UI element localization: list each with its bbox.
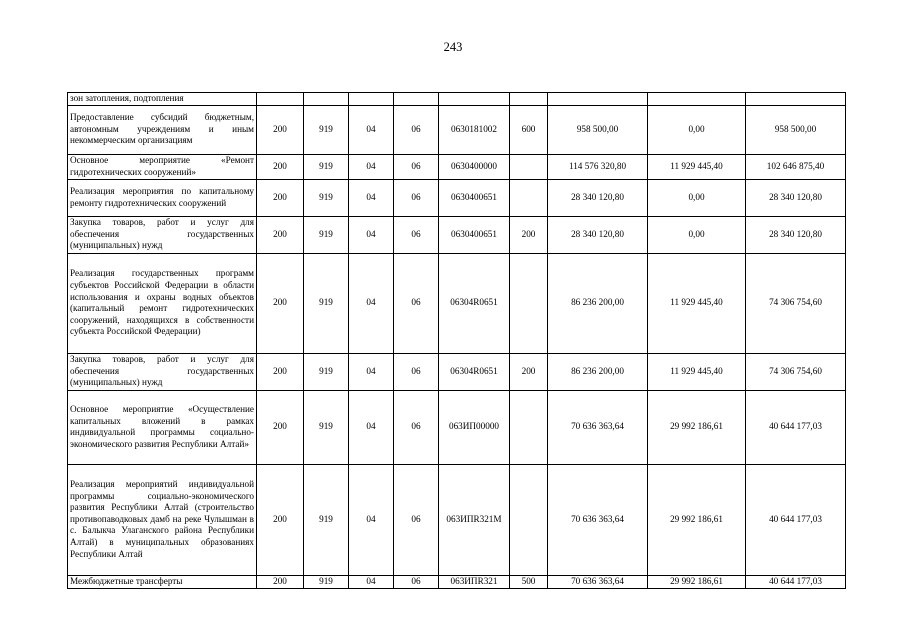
amount-federal: 29 992 186,61 [648,575,746,588]
code-subsection: 06 [394,353,439,390]
code-ministry: 919 [304,216,349,253]
code-admin: 200 [257,105,304,154]
row-name: Реализация мероприятий индивидуальной программы социально-экономического развития Республики Алтай (строительство противопаводковых дамб на реке Чулышман в с. Балыкча Улаганского района Республики Алтай) в муниципальных образованиях Республики Алтай [68,464,257,575]
table-body [68,93,846,589]
code-section: 04 [349,216,394,253]
code-subsection: 06 [394,216,439,253]
code-subsection: 06 [394,464,439,575]
code-ministry [304,93,349,106]
table-row [68,216,846,253]
amount-regional: 958 500,00 [746,105,846,154]
code-subsection: 06 [394,575,439,588]
code-expense-type: 600 [510,105,548,154]
code-section: 04 [349,105,394,154]
code-ministry: 919 [304,105,349,154]
row-name: Реализация мероприятия по капитальному ремонту гидротехнических сооружений [68,179,257,216]
code-expense-type [510,253,548,353]
code-target: 063ИП00000 [439,390,510,464]
amount-regional: 74 306 754,60 [746,353,846,390]
code-admin: 200 [257,216,304,253]
code-section: 04 [349,154,394,179]
amount-federal: 29 992 186,61 [648,390,746,464]
table-row [68,353,846,390]
code-expense-type [510,93,548,106]
code-target [439,93,510,106]
code-section: 04 [349,390,394,464]
amount-federal: 11 929 445,40 [648,154,746,179]
code-admin: 200 [257,390,304,464]
code-subsection: 06 [394,253,439,353]
code-ministry: 919 [304,154,349,179]
code-ministry: 919 [304,464,349,575]
code-ministry: 919 [304,390,349,464]
amount-total: 86 236 200,00 [548,353,648,390]
code-ministry: 919 [304,353,349,390]
code-target: 0630400651 [439,179,510,216]
code-expense-type: 200 [510,353,548,390]
page-number: 243 [443,40,463,54]
amount-federal: 0,00 [648,105,746,154]
code-admin: 200 [257,464,304,575]
amount-federal: 11 929 445,40 [648,253,746,353]
row-name: Предоставление субсидий бюджетным, автономным учреждениям и иным некоммерческим организациям [68,105,257,154]
code-target: 06304R0651 [439,253,510,353]
table-row [68,253,846,353]
code-target: 063ИПR321 [439,575,510,588]
amount-total: 28 340 120,80 [548,216,648,253]
code-section: 04 [349,464,394,575]
amount-total: 70 636 363,64 [548,390,648,464]
amount-regional: 28 340 120,80 [746,216,846,253]
amount-regional: 28 340 120,80 [746,179,846,216]
amount-federal [648,93,746,106]
code-admin: 200 [257,179,304,216]
table-row [68,179,846,216]
table-row [68,93,846,106]
row-name: Реализация государственных программ субъектов Российской Федерации в области использования и охраны водных объектов (капитальный ремонт гидротехнических сооружений, находящихся в собственности субъекта Российской Федерации) [68,253,257,353]
row-name: Основное мероприятие «Ремонт гидротехнических сооружений» [68,154,257,179]
code-subsection: 06 [394,105,439,154]
code-section: 04 [349,179,394,216]
table-row [68,575,846,588]
code-ministry: 919 [304,253,349,353]
code-target: 06304R0651 [439,353,510,390]
code-target: 0630400000 [439,154,510,179]
row-name: Закупка товаров, работ и услуг для обеспечения государственных (муниципальных) нужд [68,353,257,390]
code-expense-type [510,179,548,216]
amount-federal: 0,00 [648,179,746,216]
code-admin: 200 [257,575,304,588]
code-admin: 200 [257,353,304,390]
code-admin [257,93,304,106]
amount-federal: 29 992 186,61 [648,464,746,575]
amount-regional: 102 646 875,40 [746,154,846,179]
amount-total: 86 236 200,00 [548,253,648,353]
code-expense-type: 200 [510,216,548,253]
code-expense-type: 500 [510,575,548,588]
table-row [68,390,846,464]
row-name: Основное мероприятие «Осуществление капитальных вложений в рамках индивидуальной программы социально-экономического развития Республики Алтай» [68,390,257,464]
amount-total: 70 636 363,64 [548,575,648,588]
code-admin: 200 [257,253,304,353]
code-admin: 200 [257,154,304,179]
amount-total: 28 340 120,80 [548,179,648,216]
amount-federal: 11 929 445,40 [648,353,746,390]
code-ministry: 919 [304,575,349,588]
code-subsection: 06 [394,179,439,216]
amount-regional: 40 644 177,03 [746,390,846,464]
table-row [68,154,846,179]
code-target: 0630400651 [439,216,510,253]
code-expense-type [510,464,548,575]
code-expense-type [510,390,548,464]
code-subsection: 06 [394,154,439,179]
code-section: 04 [349,575,394,588]
amount-total: 70 636 363,64 [548,464,648,575]
code-section: 04 [349,353,394,390]
code-ministry: 919 [304,179,349,216]
amount-regional: 40 644 177,03 [746,464,846,575]
amount-regional [746,93,846,106]
code-expense-type [510,154,548,179]
amount-federal: 0,00 [648,216,746,253]
code-target: 063ИПR321М [439,464,510,575]
table-row [68,464,846,575]
amount-regional: 74 306 754,60 [746,253,846,353]
table-row [68,105,846,154]
amount-total: 958 500,00 [548,105,648,154]
code-section [349,93,394,106]
code-subsection: 06 [394,390,439,464]
budget-table [67,92,846,589]
amount-total [548,93,648,106]
amount-total: 114 576 320,80 [548,154,648,179]
code-section: 04 [349,253,394,353]
code-target: 0630181002 [439,105,510,154]
row-name: Межбюджетные трансферты [68,575,257,588]
amount-regional: 40 644 177,03 [746,575,846,588]
row-name: зон затопления, подтопления [68,93,257,106]
code-subsection [394,93,439,106]
row-name: Закупка товаров, работ и услуг для обеспечения государственных (муниципальных) нужд [68,216,257,253]
